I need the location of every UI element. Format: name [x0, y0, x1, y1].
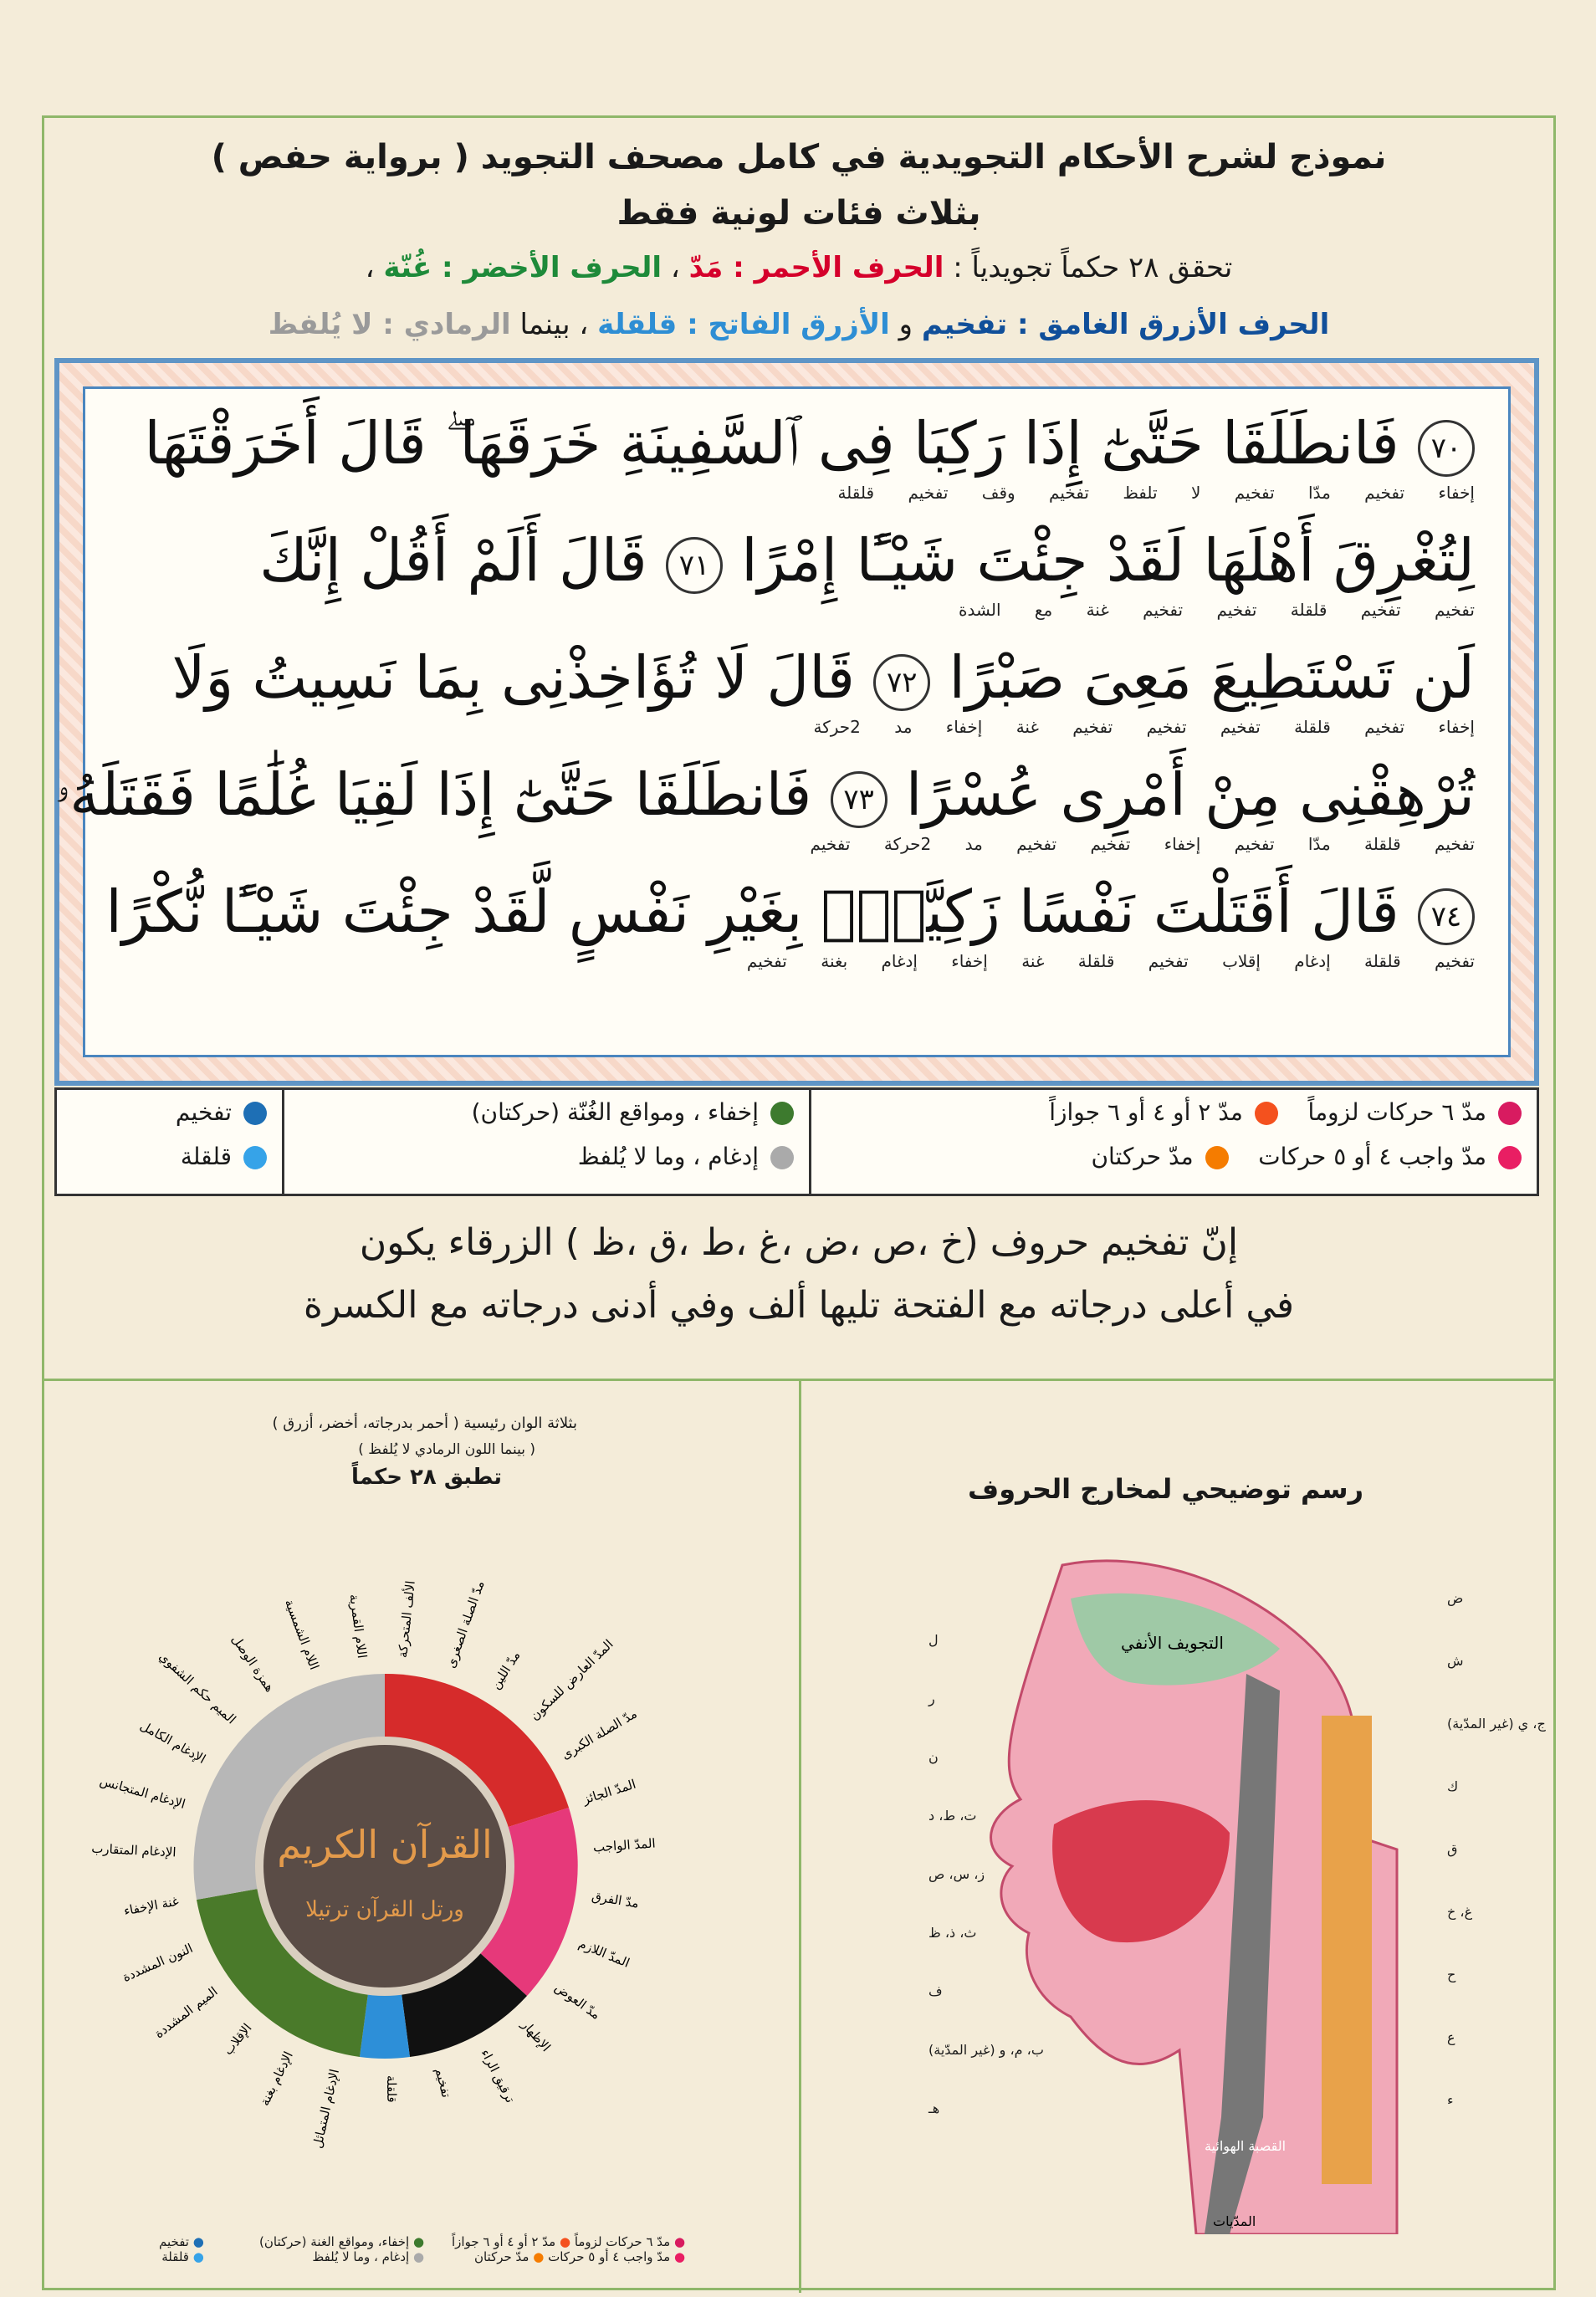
legend-item: إخفاء ، ومواقع الغُنّة (حركتان) [284, 1090, 809, 1134]
legend-blue-column [57, 1090, 282, 1194]
wheel-label: مدّ اللين [488, 1648, 524, 1692]
wheel-label: اللام القمرية [346, 1593, 370, 1660]
wheel-label: همزة الوصل [228, 1632, 278, 1695]
tafkhim-note-line-1: إنّ تفخيم حروف (خ ،ص ،ض ،غ ،ط ،ق ،ظ ) الزرقاء يكون [359, 1221, 1239, 1264]
wheel-label: مدّ الصلة الكبرى [558, 1706, 640, 1762]
conjunction: ، بينما [519, 308, 589, 341]
wheel-label: الإدغام المتقارب [90, 1840, 176, 1860]
verse-text: فَانطَلَقَا حَتَّىٰٓ إِذَا رَكِبَا فِى ٱلسَّفِينَةِ خَرَقَهَا ۖ قَالَ أَخَرَقْتَهَا [144, 409, 1399, 478]
wheel-label: الإدغام الكامل [137, 1717, 208, 1767]
wheel-label: مدّ الصلة الصغرى [442, 1578, 488, 1670]
articulation-label: ل [928, 1632, 939, 1648]
articulation-label: ب، م، و (غير المدّية) [928, 2042, 1044, 2058]
articulation-label: ن [928, 1749, 939, 1765]
mini-legend-ghunna: ● إخفاء، ومواقع الغنة (حركتان) ● إدغام ، وما لا يُلفظ [259, 2234, 425, 2264]
page-title: نموذج لشرح الأحكام التجويدية في كامل مصحف التجويد ( برواية حفص ) [211, 138, 1387, 176]
ayah-number: ٧٢ [873, 654, 930, 711]
wheel-caption-3: تطبق ٢٨ حكماً [350, 1465, 502, 1490]
articulation-label: ق [1447, 1841, 1458, 1857]
legend-item: مدّ ٦ حركات لزوماً مدّ ٢ أو ٤ أو ٦ جوازاً [811, 1090, 1537, 1134]
gray-rule: الرمادي : لا يُلفظ [268, 308, 511, 341]
nasal-label: التجويف الأنفي [1121, 1633, 1224, 1653]
wheel-label: قلقلة [383, 2074, 400, 2103]
mushaf-sample [54, 358, 1539, 1086]
green-dot [770, 1102, 794, 1125]
verse-line-4 [54, 760, 1475, 829]
verse-text: لَن تَسْتَطِيعَ مَعِىَ صَبْرًا [949, 643, 1475, 712]
wheel-label: الميم حكم الشفوي [156, 1649, 239, 1727]
green-rule: الحرف الأخضر : غُنّة [383, 251, 662, 284]
wheel-label: المدّ العارض للسكون [527, 1636, 616, 1724]
orange-red-dot [1255, 1102, 1278, 1125]
wheel-label: الإدغام المتجانس [98, 1773, 187, 1812]
wheel-label: الإقلاب [220, 2020, 255, 2059]
dark-blue-rule: الحرف الأزرق الغامق : تفخيم [921, 308, 1330, 341]
mini-legend-blue: ● تفخيم ● قلقلة [159, 2234, 204, 2264]
wheel-label: الألف المتحركة [395, 1579, 418, 1659]
dark-pink-dot [1498, 1102, 1522, 1125]
gray-dot [770, 1146, 794, 1169]
wheel-label: المدّ اللازم [576, 1936, 632, 1971]
tajweed-notes: تفخيم تفخيم قلقلة تفخيم تفخيم غنة مع الشدة [959, 600, 1475, 620]
spine [1322, 1716, 1372, 2184]
anatomy-diagram [928, 1548, 1430, 2234]
tajweed-notes: إخفاء تفخيم مدّا تفخيم لا تلفظ تفخيم وقف تفخيم قلقلة [837, 483, 1475, 503]
wheel-label: الإدغام بغنة [257, 2049, 296, 2109]
wheel-center-title: القرآن الكريم [277, 1822, 493, 1867]
articulation-label: هـ [928, 2100, 940, 2116]
wheel-label: الإدغام المتماثل [309, 2067, 343, 2151]
wheel-label: اللام الشمسية [281, 1597, 322, 1672]
light-blue-rule: الأزرق الفاتح : قلقلة [597, 308, 890, 341]
wheel-label: تفخيم [432, 2066, 454, 2100]
madd-label: المدّيات [1213, 2213, 1256, 2229]
trachea-label: القصبة الهوائية [1205, 2138, 1287, 2154]
ayah-number: ٧٣ [831, 771, 888, 828]
conjunction: و [898, 308, 913, 341]
verse-line-2 [119, 526, 1475, 595]
separator: ، [670, 251, 680, 284]
legend-madd-column [809, 1090, 1537, 1194]
articulation-label: ء [1447, 2092, 1454, 2108]
wheel-caption-1: بثلاثة الوان رئيسية ( أحمر بدرجاته، أخضر، أزرق ) [272, 1415, 577, 1432]
verse-text: قَالَ أَلَمْ أَقُلْ إِنَّكَ [259, 526, 647, 595]
wheel-caption-2: ( بينما اللون الرمادي لا يُلفظ ) [358, 1441, 535, 1458]
tajweed-notes: تفخيم قلقلة إدغام إقلاب تفخيم قلقلة غنة إخفاء إدغام بغنة تفخيم [746, 951, 1475, 971]
wheel-label: المدّ الواجب [592, 1835, 657, 1855]
tajweed-notes: إخفاء تفخيم قلقلة تفخيم تفخيم تفخيم غنة إخفاء مد 2حركة [813, 717, 1475, 737]
articulation-label: ش [1447, 1653, 1464, 1669]
verse-line-1 [119, 409, 1475, 478]
anatomy-title: رسم توضيحي لمخارج الحروف [968, 1473, 1363, 1505]
articulation-label: ج، ي (غير المدّية) [1447, 1716, 1546, 1732]
wheel-center-subtitle: ورتل القرآن ترتيلا [305, 1897, 464, 1922]
legend-ghunna-column [282, 1090, 809, 1194]
pink-dot [1498, 1146, 1522, 1169]
legend-item: تفخيم [57, 1090, 282, 1134]
legend-item: قلقلة [57, 1134, 282, 1179]
articulation-label: ث، ذ، ظ [928, 1925, 977, 1941]
wheel-label: الإظهار [518, 2017, 554, 2055]
rules-prefix: تحقق ٢٨ حكماً تجويدياً : [953, 251, 1233, 284]
verse-text: لِتُغْرِقَ أَهْلَهَا لَقَدْ جِئْتَ شَيْـًٔا إِمْرًا [741, 526, 1475, 595]
wheel-label: المدّ الجائز [581, 1776, 638, 1808]
verse-text: فَانطَلَقَا حَتَّىٰٓ إِذَا لَقِيَا غُلَٰمًا فَقَتَلَهُۥ [54, 760, 812, 829]
wheel-label: ترقيق الراء [478, 2046, 519, 2105]
red-rule: الحرف الأحمر : مَدّ [688, 251, 944, 284]
wheel-label: مدّ الفرق [591, 1888, 641, 1911]
articulation-label: ر [928, 1691, 935, 1706]
rules-summary-line-2 [59, 308, 1539, 341]
dark-blue-dot [243, 1102, 267, 1125]
verse-line-3 [119, 643, 1475, 712]
wheel-label: غنة الإخفاء [122, 1893, 181, 1919]
legend-item: إدغام ، وما لا يُلفظ [284, 1134, 809, 1179]
wheel-label: مدّ العوض [551, 1979, 604, 2023]
ayah-number: ٧٠ [1418, 420, 1475, 477]
legend-item: مدّ واجب ٤ أو ٥ حركات مدّ حركتان [811, 1134, 1537, 1179]
articulation-label: ز، س، ص [928, 1866, 985, 1882]
wheel-label: النون المشددة [120, 1940, 196, 1985]
articulation-label: غ، خ [1447, 1904, 1473, 1920]
page-subtitle: بثلاث فئات لونية فقط [616, 194, 981, 233]
verse-text: قَالَ لَا تُؤَاخِذْنِى بِمَا نَسِيتُ وَلَا [171, 643, 855, 712]
verse-text: تُرْهِقْنِى مِنْ أَمْرِى عُسْرًا [905, 760, 1475, 829]
tajweed-notes: تفخيم قلقلة مدّا تفخيم إخفاء تفخيم تفخيم مد 2حركة تفخيم [810, 834, 1475, 854]
articulation-label: ع [1447, 2029, 1455, 2045]
verse-panel [54, 386, 1511, 1057]
tajweed-wheel [67, 1515, 786, 2251]
articulation-label: ك [1447, 1778, 1459, 1794]
articulation-label: ح [1447, 1967, 1456, 1982]
articulation-label: ض [1447, 1590, 1464, 1606]
color-legend [54, 1087, 1539, 1196]
panel-divider [799, 1381, 801, 2293]
ayah-number: ٧١ [666, 537, 723, 594]
verse-line-5 [105, 877, 1475, 946]
verse-text: قَالَ أَقَتَلْتَ نَفْسًا زَكِيَّةًۢ بِغَيْرِ نَفْسٍ لَّقَدْ جِئْتَ شَيْـًٔا نُّكْرًا [105, 877, 1399, 946]
bottom-panels [42, 1379, 1556, 2293]
articulation-label: ت، ط، د [928, 1808, 977, 1824]
wheel-label: الميم المشددة [151, 1983, 221, 2042]
mini-legend-madd: ● مدّ ٦ حركات لزوماً ● مدّ ٢ أو ٤ أو ٦ جوازاً ● مدّ واجب ٤ أو ٥ حركات ● مدّ حركتان [452, 2234, 686, 2264]
orange-dot [1205, 1146, 1229, 1169]
ayah-number: ٧٤ [1418, 888, 1475, 945]
light-blue-dot [243, 1146, 267, 1169]
articulation-label: ف [928, 1983, 943, 1999]
tafkhim-note-line-2: في أعلى درجاته مع الفتحة تليها ألف وفي أدنى درجاته مع الكسرة [303, 1284, 1295, 1327]
separator: ، [365, 251, 375, 284]
rules-summary-line [59, 251, 1539, 284]
